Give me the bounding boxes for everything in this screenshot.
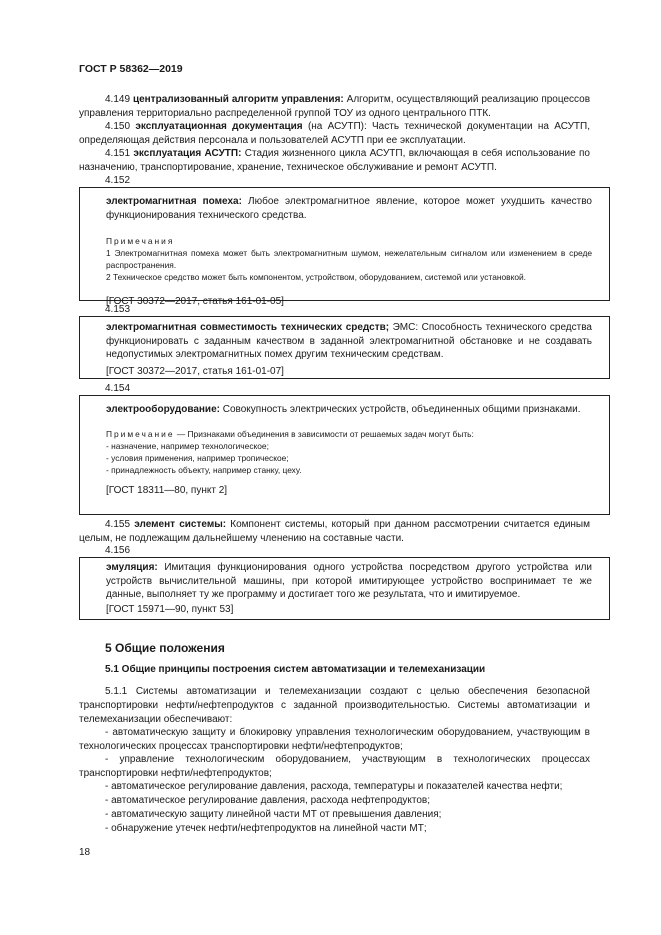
paragraph-5-1-1: 5.1.1 Системы автоматизации и телемеханизации создают с целью обеспечения безопасной транспортировки нефти/нефтепродуктов с заданной производительностью. Системы автоматизации и телемеханизации обеспечивают: — [79, 686, 590, 725]
definition-box-emulation — [79, 557, 610, 620]
source-reference: [ГОСТ 15971—90, пункт 53] — [106, 603, 234, 615]
list-item-4: - автоматическое регулирование давления, расхода нефтепродуктов; — [105, 795, 431, 806]
note-item-2: - условия применения, например тропическое; — [106, 452, 289, 463]
clause-number-4-156: 4.156 — [105, 545, 131, 556]
note: Примечание — Признаками объединения в зависимости от решаемых задач могут быть: — [106, 428, 474, 439]
definition: Алгоритм, осуществляющий реализацию процессов управления территориально распределенной группой ТОУ из одного центрального ПТК. — [79, 94, 591, 119]
list-item-5: - автоматическую защиту линейной части МТ от превышения давления; — [105, 809, 442, 820]
definition: (на АСУТП): Часть технической документации на АСУТП, определяющая действия персонала и пользователей АСУТП при ее эксплуатации. — [79, 121, 591, 146]
list-item-6: - обнаружение утечек нефти/нефтепродуктов на линейной части МТ; — [105, 823, 427, 834]
term: электромагнитная помеха: — [106, 196, 242, 207]
page-number: 18 — [79, 847, 91, 858]
document-header: ГОСТ Р 58362—2019 — [79, 63, 183, 75]
list-item-2: - управление технологическим оборудованием, участвующим в технологических процессах транспортировки нефти/нефтепродуктов; — [79, 754, 590, 779]
clause-4-149 — [79, 93, 590, 121]
note-1: 1 Электромагнитная помеха может быть электромагнитным шумом, нежелательным сигналом или изменением в среде распространения. — [106, 248, 592, 271]
note-item-3: - принадлежность объекту, например станку, цеху. — [106, 464, 302, 475]
section-5-heading: 5 Общие положения — [105, 641, 225, 655]
clause-number-4-152: 4.152 — [105, 175, 131, 186]
clause-4-150 — [79, 120, 590, 148]
clause-number-4-154: 4.154 — [105, 383, 131, 394]
term: эксплуатация АСУТП: — [133, 148, 242, 159]
list-item-1: - автоматическую защиту и блокировку управления технологическим оборудованием, участвующим в технологических процессах транспортировки нефти/нефтепродуктов; — [79, 727, 590, 752]
box-definition: электромагнитная помеха: Любое электромагнитное явление, которое может ухудшить качество функционирования технического средства. — [106, 196, 592, 221]
note-item-1: - назначение, например технологическое; — [106, 440, 269, 451]
source-reference: [ГОСТ 18311—80, пункт 2] — [106, 484, 228, 496]
clause-4-155 — [79, 518, 590, 546]
clause-number: 4.150 — [105, 121, 131, 132]
clause-number: 4.149 — [105, 94, 131, 105]
definition: Стадия жизненного цикла АСУТП, включающая в себя использование по назначению, транспортирование, хранение, техническое обслуживание и ремонт АСУТП. — [79, 148, 590, 173]
definition: Компонент системы, который при данном рассмотрении считается единым целым, не подлежащим дальнейшему членению на составные части. — [79, 519, 590, 544]
notes-title: Примечания — [106, 236, 175, 247]
clause-4-151 — [79, 147, 590, 175]
definition-box-emc — [79, 316, 610, 379]
note-2: 2 Техническое средство может быть компонентом, устройством, оборудованием, системой или установкой. — [106, 272, 527, 283]
list-item-3: - автоматическое регулирование давления, расхода, температуры и показателей качества нефти; — [105, 781, 563, 792]
box-definition: электромагнитная совместимость технических средств; ЭМС: Способность технического средства функционировать с заданным качеством в заданной электромагнитной обстановке и не создавать недопустимых электромагнитных помех другим техническим средствам. — [106, 322, 592, 361]
term: централизованный алгоритм управления: — [132, 94, 344, 105]
term: элемент системы: — [134, 519, 227, 530]
term: электрооборудование: — [106, 404, 220, 415]
section-5-1-heading: 5.1 Общие принципы построения систем автоматизации и телемеханизации — [105, 664, 486, 675]
definition-box-electromagnetic-interference — [79, 187, 610, 308]
definition-box-electrical-equipment — [79, 395, 610, 515]
clause-number: 4.151 — [105, 148, 131, 159]
note-title: Примечание — [106, 428, 175, 439]
term: эксплуатационная документация — [135, 121, 303, 132]
clause-number: 4.155 — [105, 519, 131, 530]
clause-number-4-153: 4.153 — [105, 304, 131, 315]
source-reference: [ГОСТ 30372—2017, статья 161-01-05] — [106, 296, 284, 308]
box-definition: эмуляция: Имитация функционирования одного устройства посредством другого устройства или устройств вычислительной машины, при которой имитирующее устройство воспринимает те же данные, выполняет ту же программу и достигает того же результата, что и имитируемое. — [106, 562, 592, 601]
term: эмуляция: — [106, 562, 158, 573]
box-definition: электрооборудование: Совокупность электрических устройств, объединенных общими признаками. — [106, 404, 581, 415]
term: электромагнитная совместимость технических средств; — [106, 322, 390, 333]
source-reference: [ГОСТ 30372—2017, статья 161-01-07] — [106, 365, 284, 377]
